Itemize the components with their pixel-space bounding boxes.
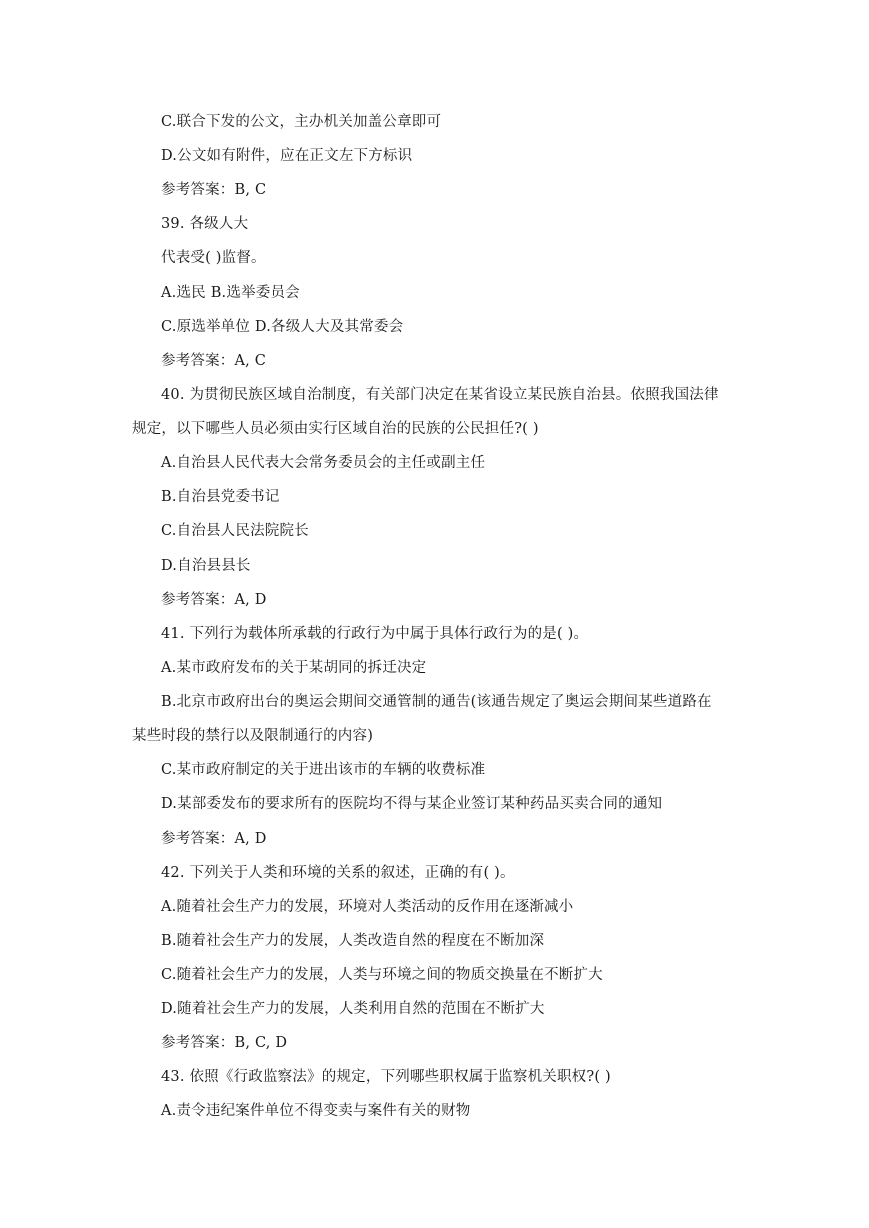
question-41-stem: 41. 下列行为载体所承载的行政行为中属于具体行政行为的是( )。 — [161, 626, 589, 642]
option-b-q41-continued: 某些时段的禁行以及限制通行的内容) — [132, 728, 374, 744]
question-39-stem-continued: 代表受( )监督。 — [161, 250, 266, 266]
option-a-q40: A.自治县人民代表大会常务委员会的主任或副主任 — [161, 455, 486, 471]
answer-q42: 参考答案：B, C, D — [161, 1035, 288, 1051]
option-b-q40: B.自治县党委书记 — [161, 489, 280, 505]
option-a-q41: A.某市政府发布的关于某胡同的拆迁决定 — [161, 660, 427, 676]
question-40-stem-continued: 规定，以下哪些人员必须由实行区域自治的民族的公民担任?( ) — [132, 421, 539, 437]
options-cd-q39: C.原选举单位 D.各级人大及其常委会 — [161, 319, 404, 335]
question-40-stem: 40. 为贯彻民族区域自治制度，有关部门决定在某省设立某民族自治县。依照我国法律 — [161, 387, 719, 403]
option-c-q41: C.某市政府制定的关于进出该市的车辆的收费标准 — [161, 762, 486, 778]
option-c-q40: C.自治县人民法院院长 — [161, 523, 309, 539]
answer-q40: 参考答案：A, D — [161, 592, 267, 608]
option-d-q38: D.公文如有附件，应在正文左下方标识 — [161, 148, 413, 164]
option-c-q38: C.联合下发的公文，主办机关加盖公章即可 — [161, 114, 442, 130]
question-39-stem: 39. 各级人大 — [161, 216, 249, 232]
answer-q38: 参考答案：B, C — [161, 182, 267, 198]
answer-q39: 参考答案：A, C — [161, 353, 267, 369]
option-b-q41: B.北京市政府出台的奥运会期间交通管制的通告(该通告规定了奥运会期间某些道路在 — [161, 694, 712, 710]
question-43-stem: 43. 依照《行政监察法》的规定，下列哪些职权属于监察机关职权?( ) — [161, 1069, 611, 1085]
option-c-q42: C.随着社会生产力的发展，人类与环境之间的物质交换量在不断扩大 — [161, 967, 603, 983]
option-d-q41: D.某部委发布的要求所有的医院均不得与某企业签订某种药品买卖合同的通知 — [161, 796, 663, 812]
answer-q41: 参考答案：A, D — [161, 831, 267, 847]
options-ab-q39: A.选民 B.选举委员会 — [161, 285, 300, 301]
option-d-q40: D.自治县县长 — [161, 558, 251, 574]
option-d-q42: D.随着社会生产力的发展，人类利用自然的范围在不断扩大 — [161, 1001, 545, 1017]
option-b-q42: B.随着社会生产力的发展，人类改造自然的程度在不断加深 — [161, 933, 545, 949]
option-a-q43: A.责令违纪案件单位不得变卖与案件有关的财物 — [161, 1103, 471, 1119]
question-42-stem: 42. 下列关于人类和环境的关系的叙述，正确的有( )。 — [161, 865, 515, 881]
option-a-q42: A.随着社会生产力的发展，环境对人类活动的反作用在逐渐减小 — [161, 899, 574, 915]
